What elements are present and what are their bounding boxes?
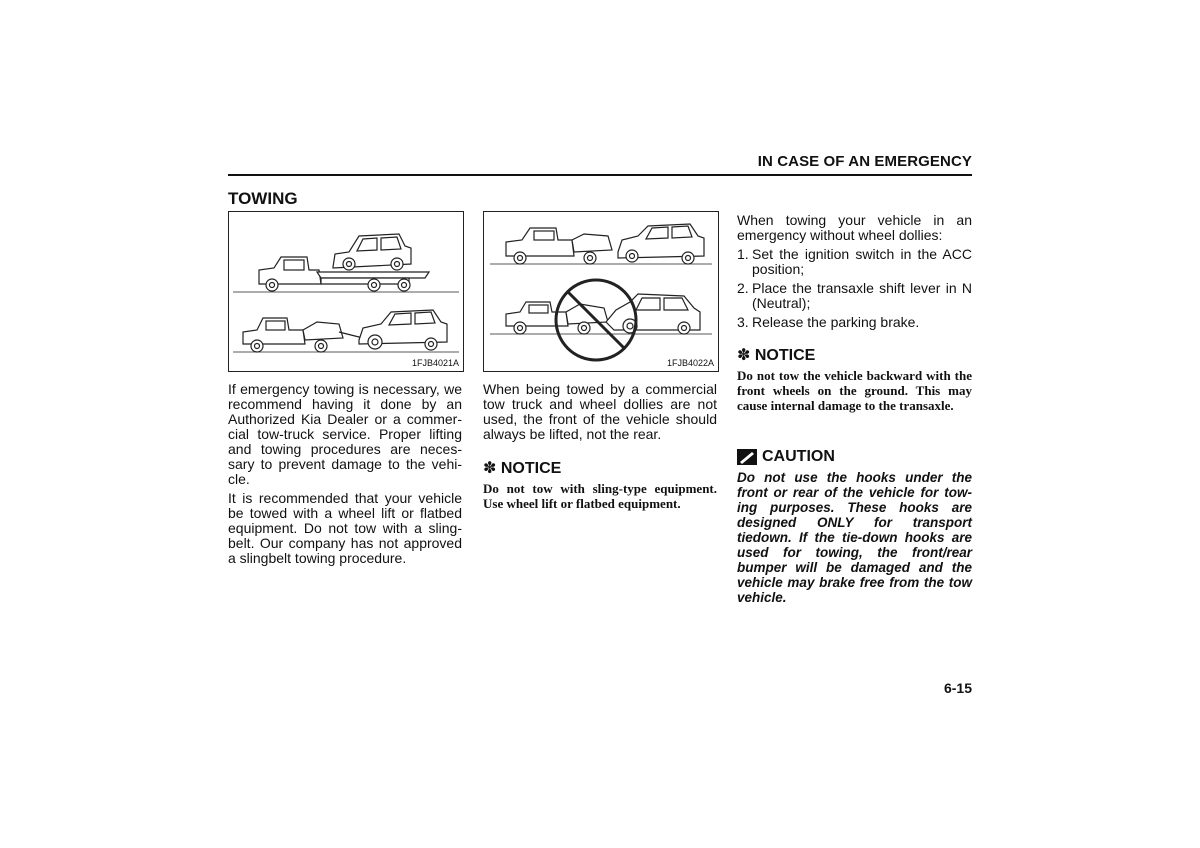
list-item (737, 281, 972, 311)
caution-text: Do not use the hooks under the front or rear of the vehicle for tow-ing purposes. These hooks are designed ONLY for transport tiedown. If the tie-down hooks are used for towing, the front/rear bumper will be damaged and the vehicle may brake free from the tow vehicle. (737, 470, 972, 605)
step-text: Place the transaxle shift lever in N (Neutral); (752, 280, 972, 311)
header-rule (228, 174, 972, 176)
page-number: 6-15 (943, 680, 972, 696)
notice-text: Do not tow with sling-type equipment. Use wheel lift or flatbed equipment. (483, 481, 717, 511)
flatbed-and-wheel-lift-towing-illustration (229, 212, 463, 371)
step-text: Release the parking brake. (752, 314, 920, 330)
caution-title: CAUTION (762, 448, 835, 465)
notice-heading: ✽ NOTICE (483, 460, 562, 477)
chapter-header: IN CASE OF AN EMERGENCY (757, 153, 972, 170)
steps-list (737, 247, 972, 330)
commercial-tow-text (483, 382, 717, 446)
paragraph: If emergency towing is necessary, we recommend having it done by an Authorized Kia Dealer or a commer-cial tow-truck service. Proper lifting and towing procedures are neces-sary to prevent damage to the vehi-cle. (228, 381, 462, 487)
sling-type-towing-prohibited-illustration (484, 212, 718, 371)
list-item (737, 315, 972, 330)
figure-sling-towing (483, 211, 719, 372)
notice-heading: ✽ NOTICE (737, 347, 816, 364)
figure-code: 1FJB4022A (666, 358, 714, 368)
paragraph: When towing your vehicle in an emergency without wheel dollies: (737, 212, 972, 243)
paragraph: It is recommended that your vehicle be towed with a wheel lift or flatbed equipment. Do not tow with a sling-belt. Our company has not approved a slingbelt towing procedure. (228, 490, 462, 566)
notice-text: Do not tow the vehicle backward with the front wheels on the ground. This may cause internal damage to the transaxle. (737, 368, 972, 413)
section-title: TOWING (228, 189, 298, 208)
no-dollies-instructions (737, 213, 972, 334)
paragraph: When being towed by a commercial tow truck and wheel dollies are not used, the front of the vehicle should always be lifted, not the rear. (483, 381, 717, 442)
step-number: 1. (737, 246, 749, 262)
figure-towing-methods (228, 211, 464, 372)
caution-heading (737, 448, 835, 466)
list-item (737, 247, 972, 277)
figure-code: 1FJB4021A (411, 358, 459, 368)
step-number: 3. (737, 314, 749, 330)
step-text: Set the ignition switch in the ACC position; (752, 246, 972, 277)
towing-intro-text (228, 382, 462, 570)
caution-icon (737, 449, 757, 465)
step-number: 2. (737, 280, 749, 296)
